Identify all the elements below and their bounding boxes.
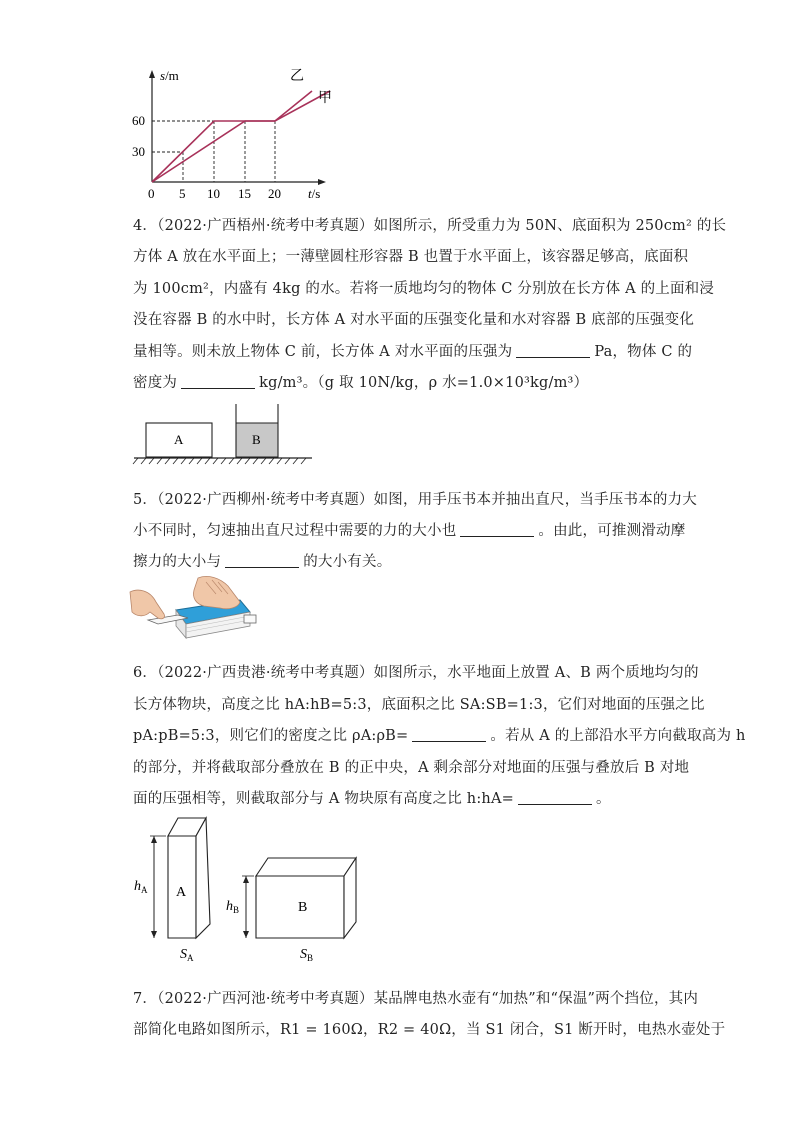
y-axis-label: s/m <box>160 68 179 83</box>
right-hand <box>193 576 240 608</box>
distance-time-graph <box>130 62 350 202</box>
q6-line-5a: 面的压强相等，则截取部分与 A 物块原有高度之比 h:hA= <box>133 791 514 807</box>
block-a-side <box>196 818 210 938</box>
q5-line-3b: 的大小有关。 <box>303 554 392 570</box>
x-tick-10: 10 <box>207 186 220 201</box>
q6-line-5b: 。 <box>595 791 611 807</box>
label-sa: $S_A$ <box>180 947 194 963</box>
q5-line-1: 5．（2022·广西柳州·统考中考真题）如图，用手压书本并抽出直尺，当手压书本的力大 <box>133 492 697 508</box>
q4-line-4: 没在容器 B 的水中时，长方体 A 对水平面的压强变化量和水对容器 B 底部的压强变化 <box>133 312 695 328</box>
q6-line-3b: 。若从 A 的上部沿水平方向截取高为 h <box>490 728 746 744</box>
x-tick-15: 15 <box>238 186 251 201</box>
block-b-top <box>256 858 356 876</box>
q7-line-2: 部简化电路如图所示，R1 = 160Ω，R2 = 40Ω，当 S1 闭合，S1 断开时，电热水壶处于 <box>133 1022 726 1038</box>
q6-line-4: 的部分，并将截取部分叠放在 B 的正中央，A 剩余部分对地面的压强与叠放后 B 对地 <box>133 760 690 776</box>
q4-blank-1[interactable] <box>516 343 590 358</box>
q6-line-5 <box>133 787 611 808</box>
block-b-label: B <box>298 900 308 915</box>
q5-blank-2[interactable] <box>225 553 299 568</box>
dimension-ha: $h_A$ <box>134 879 148 895</box>
q6-blocks-figure <box>130 812 370 972</box>
q4-blank-2[interactable] <box>181 374 255 389</box>
q5-line-3 <box>133 550 391 571</box>
q5-line-2a: 小不同时，匀速抽出直尺过程中需要的力的大小也 <box>133 523 457 539</box>
line-jia <box>152 91 312 182</box>
q5-line-2b: 。由此，可推测滑动摩 <box>538 523 686 539</box>
q6-line-2: 长方体物块，高度之比 hA:hB=5:3，底面积之比 SA:SB=1:3，它们对地面的压强之比 <box>133 697 705 713</box>
q5-blank-1[interactable] <box>460 522 534 537</box>
q7-line-1: 7．（2022·广西河池·统考中考真题）某品牌电热水壶有“加热”和“保温”两个挡位，其内 <box>133 991 699 1007</box>
q4-line-6-suffix: kg/m³。（g 取 10N/kg，ρ 水=1.0×10³kg/m³） <box>259 375 589 391</box>
q5-line-3a: 擦力的大小与 <box>133 554 222 570</box>
x-tick-0: 0 <box>148 186 155 201</box>
q4-line-5-text: 量相等。则未放上物体 C 前，长方体 A 对水平面的压强为 <box>133 344 513 360</box>
q6-blank-2[interactable] <box>518 790 592 805</box>
q4-line-1: 4．（2022·广西梧州·统考中考真题）如图所示，所受重力为 50N、底面积为 250cm² 的长 <box>133 218 727 234</box>
y-tick-30: 30 <box>132 144 145 159</box>
q4-line-5 <box>133 340 692 361</box>
x-tick-20: 20 <box>268 186 281 201</box>
line-label-jia: 甲 <box>318 91 332 106</box>
q6-line-1: 6．（2022·广西贵港·统考中考真题）如图所示，水平地面上放置 A、B 两个质地均匀的 <box>133 665 699 681</box>
q4-line-6-prefix: 密度为 <box>133 375 178 391</box>
q6-blank-1[interactable] <box>412 727 486 742</box>
q4-line-3: 为 100cm²，内盛有 4kg 的水。若将一质地均匀的物体 C 分别放在长方体 A 的上面和浸 <box>133 281 715 297</box>
q4-line-2: 方体 A 放在水平面上；一薄壁圆柱形容器 B 也置于水平面上，该容器足够高，底面积 <box>133 249 689 265</box>
q4-line-6 <box>133 371 588 392</box>
q5-book-hand-figure <box>128 572 258 652</box>
q4-line-5-unit: Pa，物体 C 的 <box>594 344 693 360</box>
left-hand <box>130 590 165 619</box>
y-tick-60: 60 <box>132 113 145 128</box>
q6-line-3a: pA:pB=5:3，则它们的密度之比 ρA:ρB= <box>133 728 409 744</box>
q6-line-3 <box>133 724 746 745</box>
q4-figure <box>130 400 320 470</box>
x-axis-label: t/s <box>308 186 321 201</box>
block-a-label: A <box>176 885 187 900</box>
line-yi <box>152 91 330 182</box>
label-sb: $S_B$ <box>300 947 314 963</box>
dimension-hb: $h_B$ <box>226 899 240 915</box>
line-label-yi: 乙 <box>290 69 304 84</box>
x-tick-5: 5 <box>179 186 186 201</box>
q5-line-2 <box>133 519 685 540</box>
block-a-label: A <box>174 432 184 447</box>
container-b-label: B <box>252 432 261 447</box>
